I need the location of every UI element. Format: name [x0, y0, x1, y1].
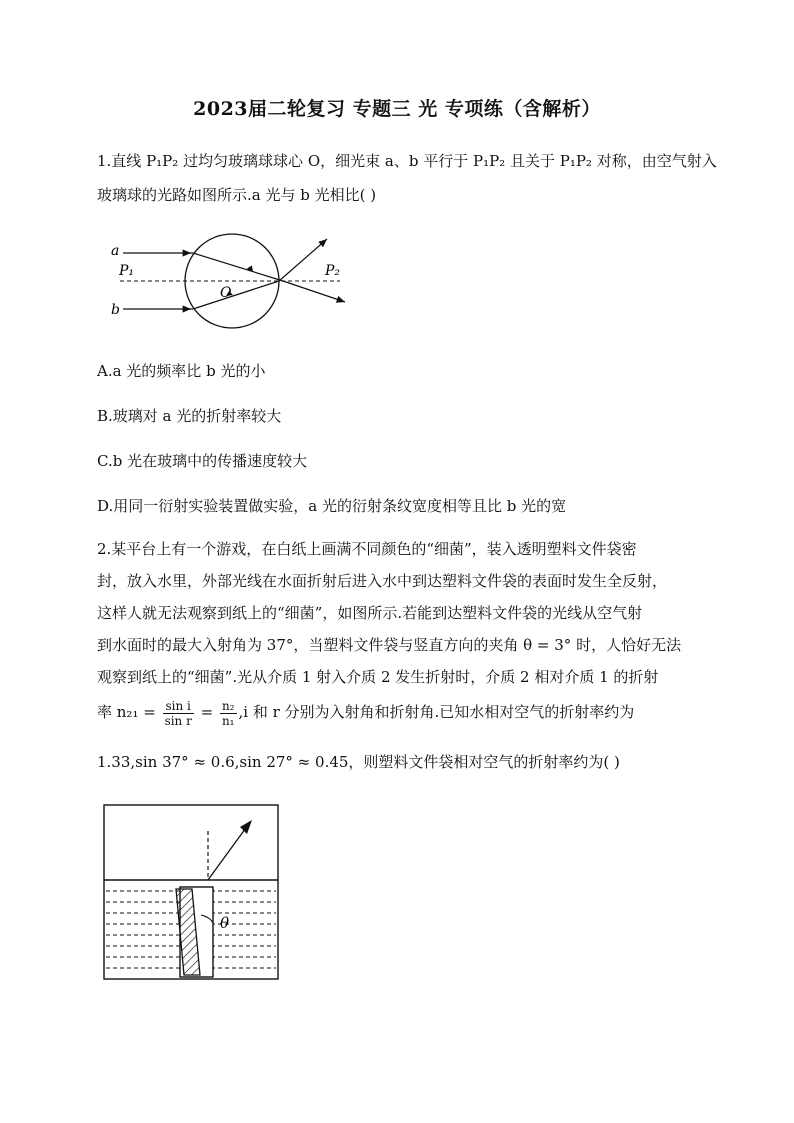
fraction-n-numerator: n₂	[221, 698, 235, 713]
fraction-n-denominator: n₁	[221, 713, 235, 728]
label-theta: θ	[220, 914, 230, 932]
q1-figure-glass-sphere	[105, 225, 365, 340]
incident-ray	[208, 825, 248, 880]
ray-a-exit	[283, 281, 345, 302]
label-a: a	[111, 243, 120, 259]
q2-figure-water-tank	[100, 803, 285, 983]
label-p2: P₂	[325, 263, 341, 279]
q2-last-line: 1.33,sin 37° ≈ 0.6,sin 27° ≈ 0.45，则塑料文件袋相对空气的折射率约为( )	[97, 753, 620, 771]
q2-stem-line1: 2.某平台上有一个游戏，在白纸上画满不同颜色的“细菌”，装入透明塑料文件袋密	[97, 540, 637, 558]
q1-stem-line2: 玻璃球的光路如图所示.a 光与 b 光相比( )	[97, 186, 377, 204]
q2-stem-line5: 观察到纸上的“细菌”.光从介质 1 射入介质 2 发生折射时，介质 2 相对介质 1 的折射	[97, 668, 659, 686]
q2-stem-line4: 到水面时的最大入射角为 37°，当塑料文件袋与竖直方向的夹角 θ = 3° 时，人恰好无法	[97, 636, 682, 654]
q1-option-a: A.a 光的频率比 b 光的小	[97, 362, 266, 380]
q1-option-b: B.玻璃对 a 光的折射率较大	[97, 407, 282, 425]
fraction-sin-numerator: sin i	[163, 699, 194, 714]
formula-equals: =	[195, 703, 218, 721]
ray-b-exit	[279, 239, 327, 281]
q1-option-c: C.b 光在玻璃中的传播速度较大	[97, 452, 308, 470]
q2-stem-line3: 这样人就无法观察到纸上的“细菌”，如图所示.若能到达塑料文件袋的光线从空气射	[97, 604, 643, 622]
label-o: O	[220, 285, 232, 301]
fraction-n	[220, 699, 237, 728]
fraction-sin	[163, 699, 194, 728]
label-p1: P₁	[119, 263, 135, 279]
incident-arrowhead	[240, 820, 252, 834]
page-title: 2023届二轮复习 专题三 光 专项练（含解析）	[193, 98, 601, 120]
formula-prefix: 率 n₂₁ =	[97, 703, 161, 721]
label-b: b	[111, 302, 120, 318]
q2-formula-line	[97, 692, 634, 732]
ray-b-inside	[193, 281, 279, 309]
q1-option-d: D.用同一衍射实验装置做实验，a 光的衍射条纹宽度相等且比 b 光的宽	[97, 497, 567, 515]
fraction-sin-denominator: sin r	[164, 713, 192, 728]
q2-stem-line2: 封，放入水里，外部光线在水面折射后进入水中到达塑料文件袋的表面时发生全反射，	[97, 572, 668, 590]
q1-stem-line1: 1.直线 P₁P₂ 过均匀玻璃球球心 O，细光束 a、b 平行于 P₁P₂ 且关于 P₁P₂ 对称，由空气射入	[97, 152, 717, 170]
ray-a-inside	[193, 253, 283, 281]
formula-suffix: ,i 和 r 分别为入射角和折射角.已知水相对空气的折射率约为	[238, 703, 635, 721]
